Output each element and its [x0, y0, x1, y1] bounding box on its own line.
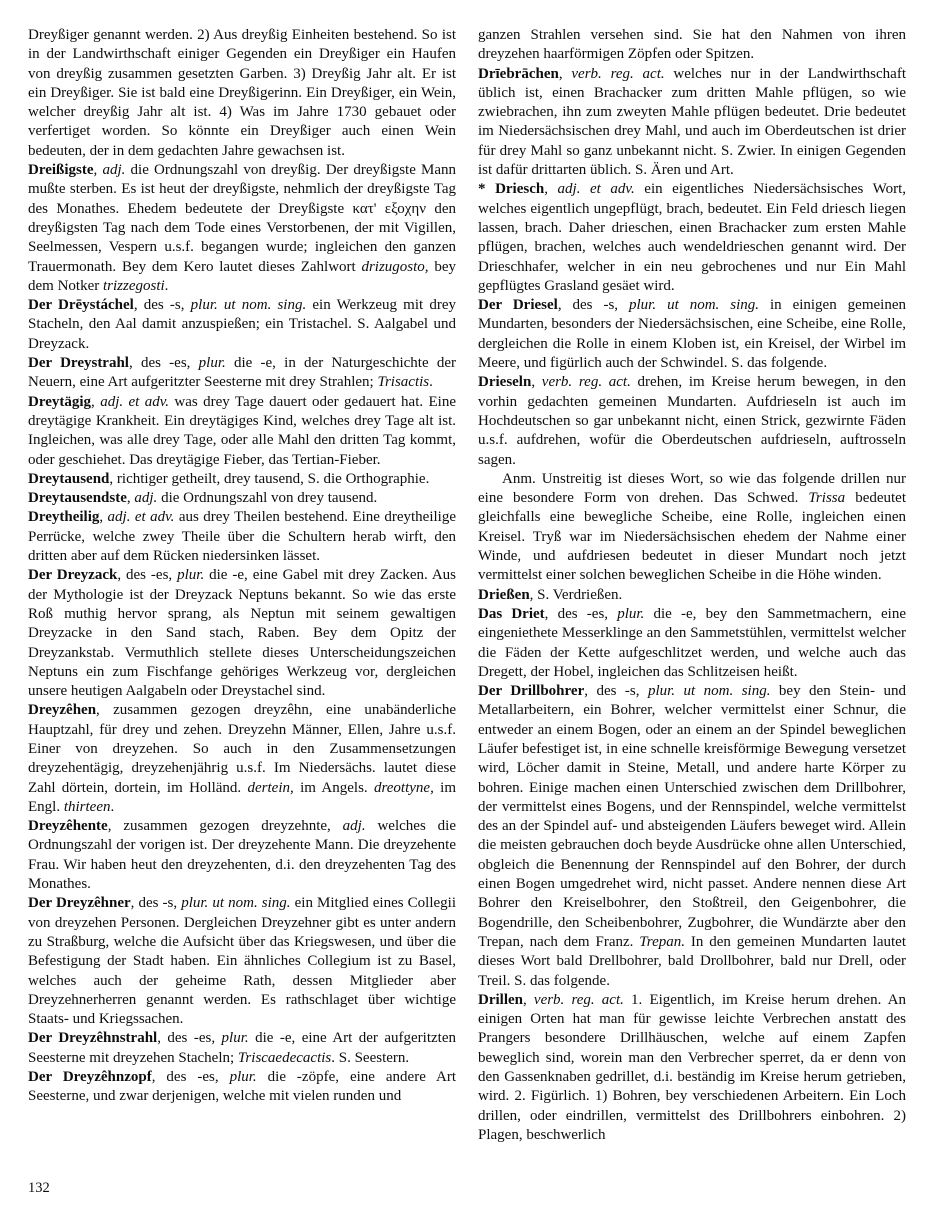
- headword: Dreytheilig: [28, 509, 100, 526]
- text-run: ganzen Strahlen versehen sind. Sie hat den Nahmen von ihren dreyzehen haarförmigen Zöpfen oder Spitzen.: [478, 27, 906, 63]
- text-run: bedeutet gleichfalls eine bewegliche Scheibe, eine Rolle, ingleichen einen Kreisel. Tryß war im Niedersächsischen ehedem der Nahme einer Winde, und aufdriesen bedeutet in dieser Mundart noch jetzt vermittelst einer solchen beweglichen Scheibe in die Höhe winden.: [478, 490, 907, 584]
- italic-term: adj.: [102, 162, 126, 179]
- dictionary-entry: [28, 1029, 456, 1068]
- text-run: .: [164, 277, 169, 294]
- italic-term: plur. ut nom. sing.: [647, 683, 771, 700]
- italic-term: drizugosto,: [361, 258, 429, 275]
- dictionary-entry: [478, 26, 906, 65]
- italic-term: plur.: [177, 567, 205, 584]
- text-run: aus drey Theilen bestehend. Eine dreytheilige Perrücke, welche zwey Theile über die Schultern herab wirft, den dritten aber auf dem Rücken niedersinken lässet.: [28, 509, 457, 565]
- text-run: was drey Tage dauert oder gedauert hat. Eine dreytägige Krankheit. Ein dreytägiges Kind, welches drey Tage alt ist. Ingleichen, was alle drey Tage, oder alle Mahl den dritten Tag kommt, oder geschiehet. Das dreytägige Fieber, das Tertian-Fieber.: [28, 393, 456, 468]
- text-run: , des -s,: [584, 683, 648, 700]
- text-run: , des -es,: [128, 355, 199, 372]
- text-run: ,: [544, 181, 558, 198]
- dictionary-entry: [478, 65, 906, 181]
- headword: Drillen: [478, 991, 523, 1008]
- text-run: die -zöpfe, eine andere Art Seesterne, und zwar derjenigen, welche mit vielen runden und: [28, 1069, 456, 1105]
- text-run: , des -es,: [544, 605, 618, 622]
- headword: Der Dreystrahl: [28, 355, 129, 372]
- italic-term: plur.: [229, 1069, 257, 1086]
- italic-term: plur.: [617, 605, 645, 622]
- dictionary-entry: [28, 393, 456, 470]
- dictionary-entry: [478, 991, 906, 1145]
- headword: Der Driesel: [478, 297, 558, 314]
- italic-term: adj. et adv.: [107, 509, 175, 526]
- text-run: , zusammen gezogen dreyzêhn, eine unabänderliche Hauptzahl, für drey und zehen. Dreyzehn Männer, Ellen, Jahre u.s.f. Einer von dreyzehen. So auch in den Zusammensetzungen dreyzehentägig, dreyzehenjährig u.s.f. Im Niedersächs. lautet diese Zahl dörtein, dortein, im Holländ.: [28, 702, 456, 796]
- text-run: drehen, im Kreise herum bewegen, in den vorhin gedachten gemeinen Mundarten. Aufdrieseln ist auch im Hochdeutschen so gar unbekannt nicht, einen Strick, gezwirnte Fäden u.s.f. aufdrehen, wofür die Oberdeutschen aufdrieseln, auftrosseln sagen.: [478, 374, 907, 468]
- text-run: den dreyßigsten Tag nach dem Tode eines Verstorbenen, der mit Vigillen, Seelmessen, Vespern u.s.f. begangen wurde; ingleichen den ganzen Trauermonath. Bey dem Kero lautet dieses Zahlwort: [28, 200, 456, 275]
- italic-term: plur. ut nom. sing.: [181, 895, 291, 912]
- text-run: ,: [558, 65, 572, 82]
- headword: Der Dreyzêhner: [28, 895, 131, 912]
- dictionary-entry: [478, 296, 906, 373]
- dictionary-entry: [28, 489, 456, 508]
- text-run: die Ordnungszahl von drey tausend.: [157, 490, 378, 507]
- text-run: .: [110, 798, 115, 815]
- italic-term: trizzegosti: [102, 277, 165, 294]
- text-run: , S. Verdrießen.: [529, 586, 623, 603]
- text-run: bey dem Notker: [28, 258, 456, 294]
- headword: Dreytausendste: [28, 490, 127, 507]
- text-run: , des -es,: [157, 1030, 222, 1047]
- italic-term: plur.: [198, 355, 226, 372]
- italic-term: plur.: [221, 1030, 249, 1047]
- text-run: ,: [91, 393, 101, 410]
- dictionary-entry: [28, 1068, 456, 1107]
- text-run: In den gemeinen Mundarten lautet dieses Wort bald Drellbohrer, bald Drollbohrer, bald nur Drell, oder Treil. S. das folgende.: [478, 933, 906, 989]
- headword: Der Drēystáchel: [28, 297, 134, 314]
- headword: Der Dreyzêhnzopf: [28, 1069, 152, 1086]
- dictionary-entry: [478, 373, 906, 469]
- text-run: , des -s,: [130, 895, 182, 912]
- text-run: 1. Eigentlich, im Kreise herum drehen. An einigen Orten hat man für gewisse leichte Verbrechen anstatt des Prangers besondere Drillhäuschen, welche auf einem Zapfen beweglich sind, worein man den Verbrecher sperret, da er denn von den Gassenknaben gedrillet, d.i. beständig im Kreise herum getrieben, wird. 2. Figürlich. 1) Bohren, bey verschiedenen Arbeitern. Ein Loch drillen, oder eindrillen, vermittelst des Drillbohrers einbohren. 2) Plagen, beschwerlich: [478, 991, 906, 1143]
- text-run: die Ordnungszahl von dreyßig. Der dreyßigste Mann mußte sterben. Es ist heut der dreyßigste, nehmlich der dreyßigste Tag des Monathes. Ehedem bedeutete der Dreyßigste: [28, 162, 457, 217]
- text-run: .: [429, 374, 433, 391]
- headword: Das Driet: [478, 605, 545, 622]
- text-run: . S. Seestern.: [331, 1049, 410, 1066]
- text-run: , des -es,: [117, 567, 178, 584]
- headword: Dreyzêhente: [28, 818, 108, 835]
- italic-term: plur. ut nom. sing.: [629, 297, 759, 314]
- text-run: die -e, bey den Sammetmachern, eine eingeniethete Messerklinge an den Sammetstühlen, vermittelst welcher die Fäden der Kette aufgeschlitzet werden, und welche auch das Dregett, der Hobel, ingleichen das Schlitzeisen heißt.: [478, 605, 906, 680]
- text-run: bey den Stein- und Metallarbeitern, ein Bohrer, welcher vermittelst einer Schnur, die entweder an einem Bogen, oder an einem an der Spindel beweglichen Läufer befestiget ist, in eine schnelle kreisförmige Bewegung versetzet wird, Löcher damit in Steine, Metall, und andere harte Körper zu bohren. Einige machen einen Unterschied zwischen dem Drillbohrer, der vermittelst eines Bogens, und der Rennspindel, welche vermittelst des an der Spindel auf- und absteigenden Läufers beweget wird. Allein die meisten gebrauchen doch beyde Ausdrücke ohne allen Unterschied, obgleich die Benennung der Rennspindel auf den Bohrer, der durch einen Bogen umgedrehet wird, nicht passet. Andere nennen diese Art Bohrer den Kreiselbohrer, den Stoßtreil, den Geigenbohrer, die Bogendrille, den Scheibenbohrer, Zugbohrer, die Wundärzte aber den Trepan, nach dem Franz.: [478, 683, 906, 950]
- headword: Drießen: [478, 586, 530, 603]
- italic-term: Triscaedecactis: [237, 1049, 332, 1066]
- dictionary-entry: [28, 701, 456, 817]
- dictionary-entry: [28, 26, 456, 161]
- headword: Drieseln: [478, 374, 532, 391]
- greek-phrase: κατ' εξοχην: [352, 200, 427, 217]
- headword: Der Drillbohrer: [478, 683, 585, 700]
- italic-term: plur. ut nom. sing.: [190, 297, 307, 314]
- italic-term: Trissa: [808, 490, 846, 507]
- headword: * Driesch: [478, 181, 545, 198]
- page-number: 132: [28, 1179, 50, 1196]
- italic-term: adj. et adv.: [100, 393, 169, 410]
- left-column: [28, 26, 456, 1175]
- headword: Dreißigste: [28, 162, 94, 179]
- text-run: ,: [99, 509, 108, 526]
- italic-term: adj.: [134, 490, 158, 507]
- dictionary-entry: [28, 296, 456, 354]
- headword: Drīebrāchen: [478, 65, 559, 82]
- italic-term: adj. et adv.: [557, 181, 635, 198]
- right-column: [478, 26, 906, 1175]
- text-run: welches die Ordnungszahl der vorigen ist. Der dreyzehente Mann. Die dreyzehente Frau. Wir haben heut den dreyzehenten, d.i. den dreyzehenten Tag des Monathes.: [28, 818, 456, 893]
- text-run: , des -es,: [151, 1069, 230, 1086]
- text-run: die -e, in der Naturgeschichte der Neuern, eine Art aufgeritzter Seesterne mit drey Strahlen;: [28, 355, 456, 391]
- dictionary-entry: [478, 586, 906, 605]
- italic-term: dertein,: [247, 779, 294, 796]
- text-run: die -e, eine Gabel mit drey Zacken. Aus der Mythologie ist der Dreyzack Neptuns bekannt. So wie das erste Roß muthig hervor sprang, als Neptun mit seinem gewaltigen Dreyzacke in den Sand stach, Raben. Bey dem Opitz der Dreyzankstab. Vermuthlich stellete dieses Unterscheidungszeichen Neptuns ein zum Fischfange gehöriges Werkzeug vor, dergleichen unsere heutigen Aalgabeln oder Dreystachel sind.: [28, 567, 456, 700]
- dictionary-entry: [478, 605, 906, 682]
- dictionary-entry: [28, 508, 456, 566]
- dictionary-entry: [478, 470, 906, 586]
- dictionary-entry: [478, 180, 906, 296]
- text-run: , richtiger getheilt, drey tausend, S. die Orthographie.: [109, 470, 430, 487]
- headword: Dreytägig: [28, 393, 92, 410]
- text-run: in einigen gemeinen Mundarten, besonders der Niedersächsischen, eine Scheibe, eine Rolle, dergleichen die Rolle in einem Kloben ist, ein Kreisel, der Wirbel im Meere, und figürlich auch der Schwindel. S. das folgende.: [478, 297, 906, 372]
- italic-term: Trepan.: [639, 933, 685, 950]
- text-run: ,: [523, 991, 534, 1008]
- italic-term: adj.: [342, 818, 366, 835]
- text-run: ein Werkzeug mit drey Stacheln, den Aal damit anzuspießen; ein Tristachel. S. Aalgabel und Dreyzack.: [28, 297, 456, 352]
- dictionary-entry: [28, 354, 456, 393]
- italic-term: verb. reg. act.: [541, 374, 631, 391]
- text-columns: [28, 26, 907, 1175]
- dictionary-entry: [28, 470, 456, 489]
- text-run: ein Mitglied eines Collegii von dreyzehen Personen. Dergleichen Dreyzehner gibt es unter andern zu Straßburg, welche die Aufsicht über das Kriegswesen, und über die Befestigung der Stadt haben. Ein ähnliches Collegium ist zu Basel, welches auch der geheime Rath, dessen Mitglieder aber Dreyzehnerherren genannt werden. Es rathschlaget über wichtige Staats- und Kriegssachen.: [28, 895, 456, 1028]
- dictionary-entry: [478, 682, 906, 991]
- italic-term: dreottyne,: [373, 779, 434, 796]
- text-run: ,: [126, 490, 135, 507]
- text-run: im Engl.: [28, 779, 456, 815]
- headword: Dreytausend: [28, 470, 110, 487]
- dictionary-entry: [28, 566, 456, 701]
- text-run: Anm. Unstreitig ist dieses Wort, so wie das folgende drillen nur eine besondere Form von drehen. Das Schwed.: [478, 470, 906, 507]
- text-run: ein eigentliches Niedersächsisches Wort, welches eigentlich ungepflügt, brach, bedeutet. Ein Feld driesch liegen lassen, brach. Daher drieschen, einen Brachacker zum ersten Mahle pflügen, brachen, welches auch wendeldrieschen genannt wird. Der Drieschhafer, welcher in ein neu gebrochenes und nur Ein Mahl gepflügtes Grasland gesäet wird.: [478, 181, 906, 294]
- text-run: , des -s,: [557, 297, 630, 314]
- italic-term: thirteen: [63, 798, 111, 815]
- dictionary-entry: [28, 817, 456, 894]
- text-run: ,: [531, 374, 542, 391]
- text-run: , zusammen gezogen dreyzehnte,: [107, 818, 343, 835]
- italic-term: verb. reg. act.: [533, 991, 624, 1008]
- dictionary-entry: [28, 161, 456, 296]
- text-run: welches nur in der Landwirthschaft üblich ist, einen Brachacker zum dritten Mahle pflügen, so wie zwiebrachen, ihn zum zweyten Mahle pflügen bedeutet. Drie bedeutet im Niedersächsischen drey Mahl, und auch im Oberdeutschen ist drier für drey Mahl so ganz unbekannt nicht. S. Zwier. In einigen Gegenden ist dafür drittarten üblich. S. Ären und Art.: [478, 65, 906, 179]
- italic-term: verb. reg. act.: [571, 65, 665, 82]
- text-run: im Angels.: [293, 779, 374, 796]
- headword: Der Dreyzêhnstrahl: [28, 1030, 158, 1047]
- headword: Der Dreyzack: [28, 567, 118, 584]
- text-run: , des -s,: [133, 297, 191, 314]
- text-run: die -e, eine Art der aufgeritzten Seesterne mit dreyzehen Stacheln;: [28, 1030, 456, 1066]
- headword: Dreyzêhen: [28, 702, 97, 719]
- text-run: ,: [93, 162, 103, 179]
- dictionary-entry: [28, 894, 456, 1029]
- text-run: Dreyßiger genannt werden. 2) Aus dreyßig Einheiten bestehend. So ist in der Landwirthschaft einiger Gegenden ein Dreyßiger ein Haufen von dreyßig zusammen gesetzten Garben. 3) Dreyßig Jahr alt. Er ist ein Dreyßiger. Sie ist bald eine Dreyßigerinn. Ein Dreyßiger, ein Wein, welcher dreyßig Jahr alt ist. 4) Was im Jahre 1730 gebauet oder verfertiget worden. So könnte ein Dreyßiger auch einen Wein bedeuten, der in dem gedachten Jahre gewachsen ist.: [28, 27, 456, 159]
- italic-term: Trisactis: [377, 374, 430, 391]
